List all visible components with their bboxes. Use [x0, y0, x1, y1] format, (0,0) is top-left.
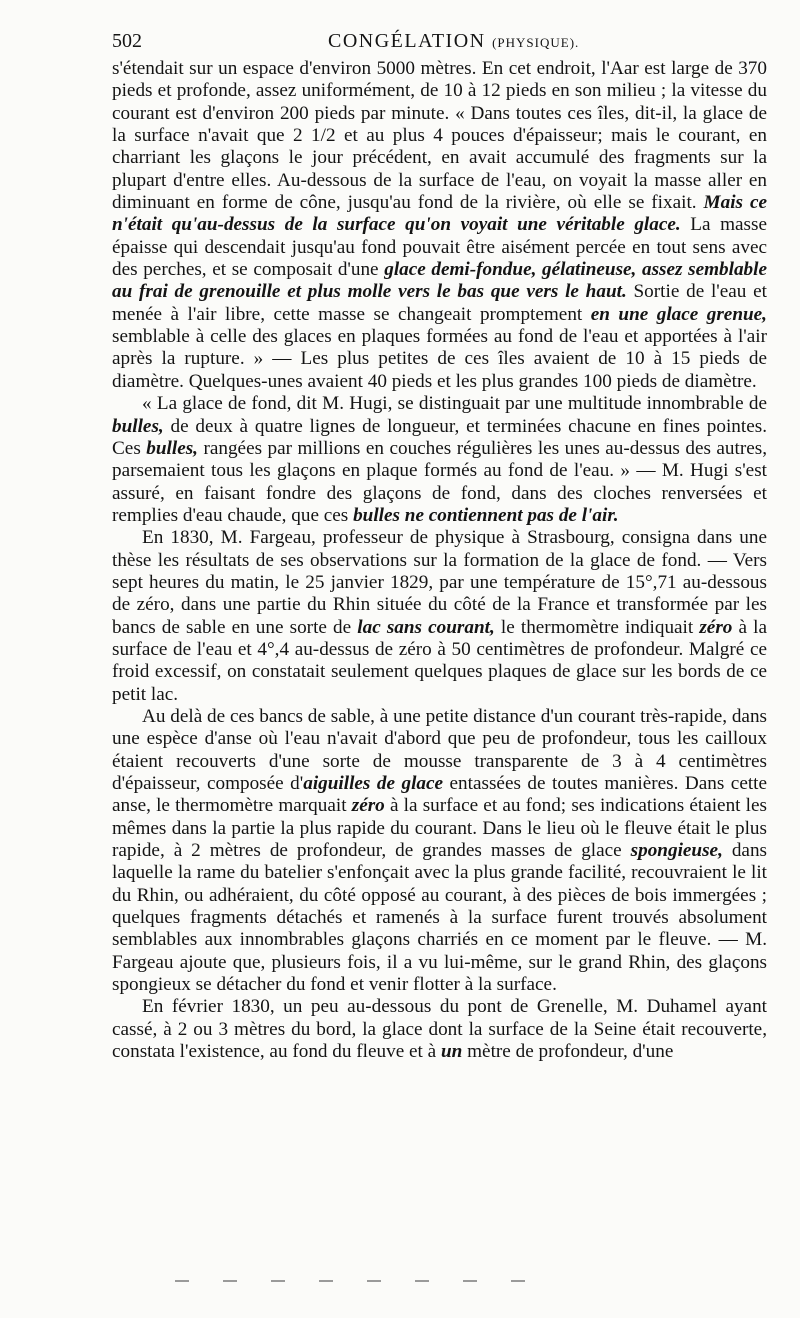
italic-run: spongieuse, — [630, 840, 723, 862]
italic-run: bulles ne contiennent pas de l'air. — [353, 504, 619, 526]
italic-run: bulles, — [112, 415, 164, 437]
page-number: 502 — [112, 30, 142, 52]
text-run: La masse épaisse qui descendait jusqu'au fond pouvait être aisément percée en tout sens avec des perches, et se composait d'une — [112, 214, 767, 281]
footer-dash-marks — [175, 1278, 595, 1284]
text-run: En 1830, M. Fargeau, professeur de physique à Strasbourg, consigna dans une thèse les résultats de ses observations sur la formation de la glace de fond. — Vers sept heures du matin, le 25 janvier 1829, par une température de 15°,71 au-dessous de zéro, dans une partie du Rhin située du côté de la France et transformée par les bancs de sable en une sorte de — [112, 527, 767, 638]
header-title — [328, 30, 579, 53]
italic-run: zéro — [699, 616, 733, 638]
body-text — [112, 58, 767, 1063]
text-run: à la surface et au fond; ses indications étaient les mêmes dans la partie la plus rapide du courant. Dans le lieu où le fleuve était le plus rapide, à 2 mètres de profondeur, de grandes masses de glace — [112, 795, 767, 862]
text-run: Sortie de l'eau et menée à l'air libre, cette masse se changeait promptement — [112, 281, 767, 325]
italic-run: aiguilles de glace — [303, 773, 444, 794]
running-head — [112, 30, 772, 56]
text-run: mètre de profondeur, d'une — [462, 1041, 674, 1063]
text-run: entassées de toutes manières. Dans cette anse, le thermomètre marquait — [112, 773, 768, 817]
header-title-main: CONGÉLATION — [328, 30, 486, 52]
italic-run: lac sans courant, — [357, 616, 495, 638]
text-run: dans laquelle la rame du batelier s'enfonçait avec la plus grande facilité, recouvraient le lit du Rhin, ou adhéraient, du côté opposé au courant, à des pièces de bois immergées ; quelques fragments détachés et ramenés à la surface furent trouvés absolument semblables aux innombrables glaçons charriés en ce moment par le fleuve. — M. Fargeau ajoute que, plusieurs fois, il a vu lui-même, sur le grand Rhin, des glaçons spongieux se détacher du fond et venir flotter à la surface. — [112, 840, 768, 996]
text-run: « La glace de fond, dit M. Hugi, se distinguait par une multitude innombrable de — [142, 393, 767, 415]
paragraph — [112, 706, 767, 996]
paragraph — [112, 58, 767, 393]
italic-run: Mais ce n'était qu'au-dessus de la surface qu'on voyait une véritable glace. — [112, 192, 767, 236]
italic-run: bulles, — [146, 437, 198, 459]
paragraph — [112, 996, 767, 1063]
text-run: Au delà de ces bancs de sable, à une petite distance d'un courant très-rapide, dans une espèce d'anse où l'eau n'avait d'abord que peu de profondeur, tous les cailloux étaient recouverts d'une sorte de mousse transparente de 3 à 4 centimètres d'épaisseur, composée d' — [112, 705, 767, 794]
italic-run: glace demi-fondue, gélatineuse, assez semblable au frai de grenouille et plus molle vers le bas que vers le haut. — [112, 259, 767, 303]
italic-run: un — [440, 1041, 463, 1063]
italic-run: zéro — [351, 795, 385, 817]
paragraph — [112, 393, 767, 527]
text-run: rangées par millions en couches régulières les unes au-dessus des autres, parsemaient tous les glaçons en plaque formés au fond de l'eau. » — M. Hugi s'est assuré, en faisant fondre des glaçons de fond, dans des cloches renversées et remplies d'eau chaude, que ces — [112, 437, 768, 526]
text-run: s'étendait sur un espace d'environ 5000 mètres. En cet endroit, l'Aar est large de 370 pieds et profonde, assez uniformément, de 10 à 12 pieds en son milieu ; la vitesse du courant est d'environ 200 pieds par minute. « Dans toutes ces îles, dit-il, la glace de la surface n'avait que 2 1/2 et au plus 4 pouces d'épaisseur; mais le courant, en charriant les glaçons le jour précédent, en avait accumulé des fragments sur la plupart d'entre elles. Au-dessous de la surface de l'eau, on voyait la masse aller en diminuant en forme de cône, jusqu'au fond de la rivière, où elle se fixait. — [112, 58, 767, 214]
text-run: En février 1830, un peu au-dessous du pont de Grenelle, M. Duhamel ayant cassé, à 2 ou 3 mètres du bord, la glace dont la surface de la Seine était recouverte, constata l'existence, au fond du fleuve et à — [112, 996, 767, 1063]
paragraph — [112, 527, 767, 706]
text-run: à la surface de l'eau et 4°,4 au-dessus de zéro à 50 centimètres de profondeur. Malgré ce froid excessif, on constatait seulement quelques plaques de glace sur les bords de ce petit lac. — [112, 616, 767, 705]
text-run: semblable à celle des glaces en plaques formées au fond de l'eau et apportées à l'air après la rupture. » — Les plus petites de ces îles avaient de 10 à 15 pieds de diamètre. Quelques-unes avaient 40 pieds et les plus grandes 100 pieds de diamètre. — [112, 326, 767, 392]
text-run: de deux à quatre lignes de longueur, et terminées chacune en fines pointes. Ces — [112, 415, 767, 459]
italic-run: en une glace grenue, — [590, 303, 767, 325]
header-title-section: (PHYSIQUE). — [492, 35, 580, 50]
text-run: le thermomètre indiquait — [494, 616, 700, 638]
